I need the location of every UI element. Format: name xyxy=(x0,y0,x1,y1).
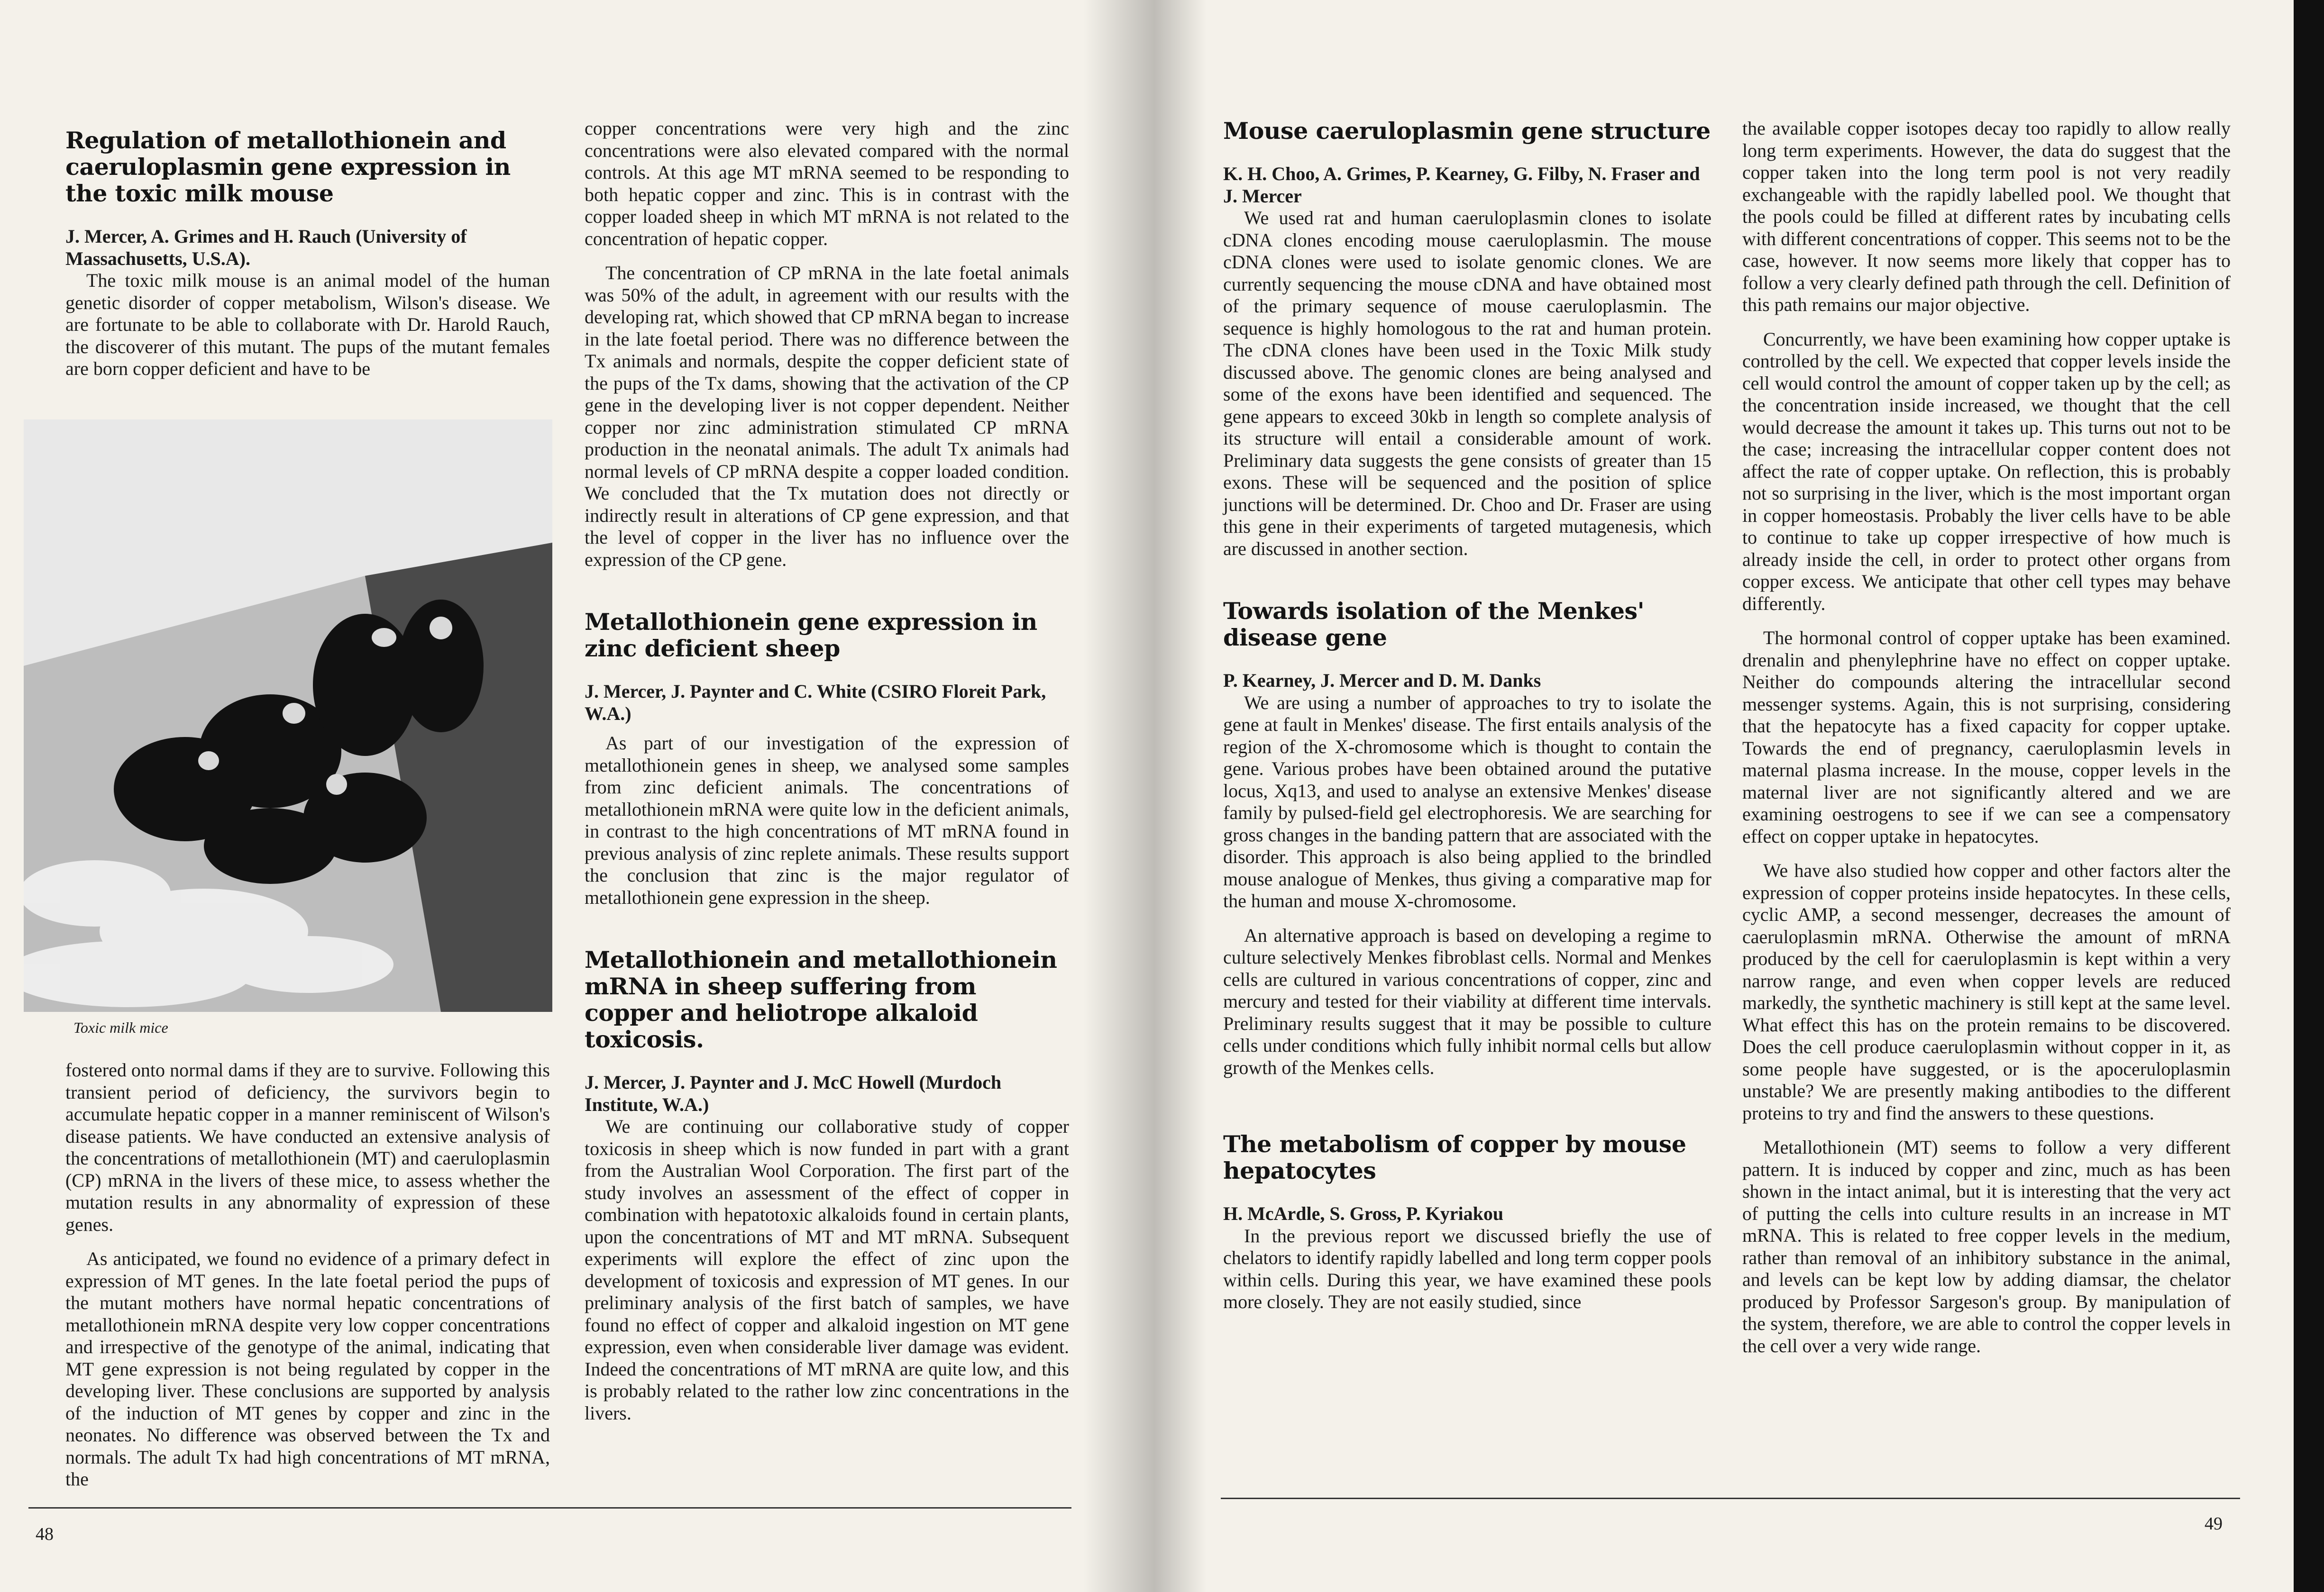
article-paragraph: In the previous report we discussed briefly the use of chelators to identify rapidly labelled and long term copper pools within cells. During this year, we have examined these pools more closely. They are not easily studied, since xyxy=(1223,1225,1711,1312)
article-paragraph: Concurrently, we have been examining how copper uptake is controlled by the cell. We expected that copper levels inside the cell would control the amount of copper taken up by the cell; as the concentration inside increased, we thought that the cell would decrease the amount it takes up. This turns out not to be the case; increasing the intracellular copper content does not affect the rate of copper uptake. On reflection, this is probably not so surprising in the liver, which is the most important organ in copper homeostasis. Probably the liver cells have to be able to continue to take up copper irrespective of how much is already inside the cell, in order to protect other organs from copper excess. We anticipate that other cell types may behave differently. xyxy=(1742,328,2231,614)
article-paragraph: Metallothionein (MT) seems to follow a very different pattern. It is induced by copper and zinc, much as has been shown in the intact animal, but it is interesting that the very act of putting the cells into culture results in an increase in MT mRNA. This is related to free copper levels in the medium, rather than removal of an inhibitory substance in the animal, and levels can be kept low by adding diamsar, the chelator produced by Professor Sargeson's group. By manipulation of the system, therefore, we are able to control the copper levels in the cell over a very wide range. xyxy=(1742,1137,2231,1356)
left-page-column-2 xyxy=(585,118,1069,1424)
left-page-column-1 xyxy=(65,127,550,380)
page-number: 48 xyxy=(36,1524,54,1544)
article-paragraph: An alternative approach is based on developing a regime to culture selectively Menkes fibroblast cells. Normal and Menkes cells are cultured in various concentrations of copper, zinc and mercury and tested for their viability at different time intervals. Preliminary results suggest that it may be possible to culture cells under conditions which fully inhibit normal cells but allow growth of the Menkes cells. xyxy=(1223,924,1711,1078)
article-paragraph: copper concentrations were very high and the zinc concentrations were also elevated compared with the normal controls. At this age MT mRNA seemed to be responding to both hepatic copper and zinc. This is in contrast with the copper loaded sheep in which MT mRNA is not related to the concentration of hepatic copper. xyxy=(585,118,1069,249)
article-title-zinc-deficient-sheep: Metallothionein gene expression in zinc deficient sheep xyxy=(585,608,1037,662)
article-title-mouse-caeruloplasmin: Mouse caeruloplasmin gene structure xyxy=(1223,117,1711,145)
article-authors: K. H. Choo, A. Grimes, P. Kearney, G. Filby, N. Fraser and J. Mercer xyxy=(1223,163,1700,207)
right-page xyxy=(1154,0,2309,1592)
article-authors: J. Mercer, J. Paynter and C. White (CSIRO Floreit Park, W.A.) xyxy=(585,681,1046,724)
article-authors: J. Mercer, A. Grimes and H. Rauch (University of Massachusetts, U.S.A). xyxy=(65,226,467,269)
article-paragraph: fostered onto normal dams if they are to survive. Following this transient period of deficiency, the survivors begin to accumulate hepatic copper in a manner reminiscent of Wilson's disease patients. We have conducted an extensive analysis of the concentrations of metallothionein (MT) and caeruloplasmin (CP) mRNA in the livers of these mice, to assess whether the mutation results in any abnormality of expression of these genes. xyxy=(65,1059,550,1235)
article-paragraph: As part of our investigation of the expression of metallothionein genes in sheep, we analysed some samples from zinc deficient animals. The concentrations of metallothionein mRNA were quite low in the deficient animals, in contrast to the high concentrations of MT mRNA found in previous analysis of zinc replete animals. These results support the conclusion that zinc is the major regulator of metallothionein gene expression in the sheep. xyxy=(585,732,1069,908)
article-title-copper-heliotrope-toxicosis: Metallothionein and metallothionein mRNA in sheep suffering from copper and heliotrope alkaloid toxicosis. xyxy=(585,946,1057,1053)
gutter-shadow xyxy=(1154,0,1207,1592)
footer-rule xyxy=(28,1507,1071,1509)
article-paragraph: We used rat and human caeruloplasmin clones to isolate cDNA clones encoding mouse caeruloplasmin. The mouse cDNA clones were used to isolate genomic clones. We are currently sequencing the mouse cDNA and have obtained most of the primary sequence of mouse caeruloplasmin. The sequence is highly homologous to the rat and human protein. The cDNA clones have been used in the Toxic Milk study discussed above. The genomic clones are being analysed and some of the exons have been identified and sequenced. The gene appears to exceed 30kb in length so complete analysis of its structure will entail a considerable amount of work. Preliminary data suggests the gene consists of greater than 15 exons. These will be sequenced and the position of splice junctions will be determined. Dr. Choo and Dr. Fraser are using this gene in their experiments of targeted mutagenesis, which are discussed in another section. xyxy=(1223,207,1711,559)
article-title-toxic-milk-mouse: Regulation of metallothionein and caeruloplasmin gene expression in the toxic milk mouse xyxy=(65,127,511,207)
article-paragraph: The toxic milk mouse is an animal model of the human genetic disorder of copper metabolism, Wilson's disease. We are fortunate to be able to collaborate with Dr. Harold Rauch, the discoverer of this mutant. The pups of the mutant females are born copper deficient and have to be xyxy=(65,270,550,379)
photo-caption: Toxic milk mice xyxy=(73,1019,168,1036)
footer-rule xyxy=(1221,1498,2240,1499)
article-authors: J. Mercer, J. Paynter and J. McC Howell (Murdoch Institute, W.A.) xyxy=(585,1072,1002,1115)
right-page-column-2 xyxy=(1742,118,2231,1357)
article-authors: H. McArdle, S. Gross, P. Kyriakou xyxy=(1223,1203,1504,1224)
article-paragraph: We have also studied how copper and other factors alter the expression of copper proteins inside hepatocytes. In these cells, cyclic AMP, a second messenger, decreases the amount of caeruloplasmin mRNA. Otherwise the amount of mRNA produced by the cell for caeruloplasmin is kept within a very narrow range, and even when copper levels are reduced markedly, the synthetic machinery is still kept at the same level. What effect this has on the protein remains to be discovered. Does the cell produce caeruloplasmin without copper in it, as some people have suggested, or is the apoceruloplasmin unstable? We are presently making antibodies to the different proteins to try and find the answers to these questions. xyxy=(1742,860,2231,1124)
article-paragraph: The concentration of CP mRNA in the late foetal animals was 50% of the adult, in agreement with our results with the developing rat, which showed that CP mRNA began to increase in the late foetal period. There was no difference between the Tx animals and normals, despite the copper deficient state of the pups of the Tx dams, showing that the activation of the CP gene in the developing liver is not copper dependent. Neither copper nor zinc administration stimulated CP mRNA production in the neonatal animals. The adult Tx animals had normal levels of CP mRNA despite a copper loaded condition. We concluded that the Tx mutation does not directly or indirectly result in alterations of CP gene expression, and that the level of copper in the liver has no influence over the expression of the CP gene. xyxy=(585,262,1069,570)
article-authors: P. Kearney, J. Mercer and D. M. Danks xyxy=(1223,670,1541,691)
article-paragraph: We are using a number of approaches to try to isolate the gene at fault in Menkes' disease. The first entails analysis of the region of the X-chromosome which is thought to contain the gene. Various probes have been obtained around the putative locus, Xq13, and used to analyse an extensive Menkes' disease family by pulsed-field gel electrophoresis. We are searching for gross changes in the banding pattern that are associated with the disorder. This approach is also being applied to the brindled mouse analogue of Menkes, thus giving a comparative map for the human and mouse X-chromosome. xyxy=(1223,691,1711,911)
article-paragraph: As anticipated, we found no evidence of a primary defect in expression of MT genes. In the late foetal period the pups of the mutant mothers have normal hepatic concentrations of metallothionein mRNA despite very low copper concentrations and irrespective of the genotype of the animal, indicating that MT gene expression is not being regulated by copper in the developing liver. These conclusions are supported by analysis of the induction of MT genes by copper and zinc in the neonates. No difference was observed between the Tx and normals. The adult Tx had high concentrations of MT mRNA, the xyxy=(65,1248,550,1490)
article-paragraph: The hormonal control of copper uptake has been examined. drenalin and phenylephrine have no effect on copper uptake. Neither do compounds altering the intracellular second messenger systems. Again, this is not surprising, considering that the hepatocyte has a fixed capacity for copper uptake. Towards the end of pregnancy, caeruloplasmin levels in maternal plasma increase. In the mouse, copper levels in the maternal liver are not significantly altered and we are examining oestrogens to see if we can see a compensatory effect on copper uptake in hepatocytes. xyxy=(1742,627,2231,847)
article-title-menkes-disease-gene: Towards isolation of the Menkes' disease gene xyxy=(1223,597,1645,651)
article-paragraph: the available copper isotopes decay too rapidly to allow really long term experiments. However, the data do suggest that the copper taken into the long term pool is not very readily exchangeable with the rapidly labelled pool. We thought that the pools could be filled at different rates by incubating cells with different concentrations of copper. This seems not to be the case, however. It now seems more likely that copper has to follow a very clearly defined path through the cell. Definition of this path remains our major objective. xyxy=(1742,118,2231,315)
article-paragraph: We are continuing our collaborative study of copper toxicosis in sheep which is now funded in part with a grant from the Australian Wool Corporation. The first part of the study involves an assessment of the effect of copper in combination with hepatotoxic alkaloids found in certain plants, upon the concentrations of MT and MT mRNA. Subsequent experiments will explore the effect of zinc upon the development of toxicosis and expression of MT genes. In our preliminary analysis of the first batch of samples, we have found no effect of copper and alkaloid ingestion on MT gene expression, even when considerable liver damage was evident. Indeed the concentrations of MT mRNA are quite low, and this is probably related to the rather low zinc concentrations in the livers. xyxy=(585,1116,1069,1424)
page-edge xyxy=(2294,0,2309,1592)
gutter-shadow xyxy=(1083,0,1154,1592)
toxic-milk-mice-photo xyxy=(24,419,552,1012)
left-page xyxy=(0,0,1154,1592)
left-page-column-1-continued xyxy=(65,1059,550,1491)
article-title-mouse-hepatocytes: The metabolism of copper by mouse hepatocytes xyxy=(1223,1130,1686,1184)
page-number: 49 xyxy=(2205,1514,2223,1534)
right-page-column-1 xyxy=(1223,118,1711,1313)
